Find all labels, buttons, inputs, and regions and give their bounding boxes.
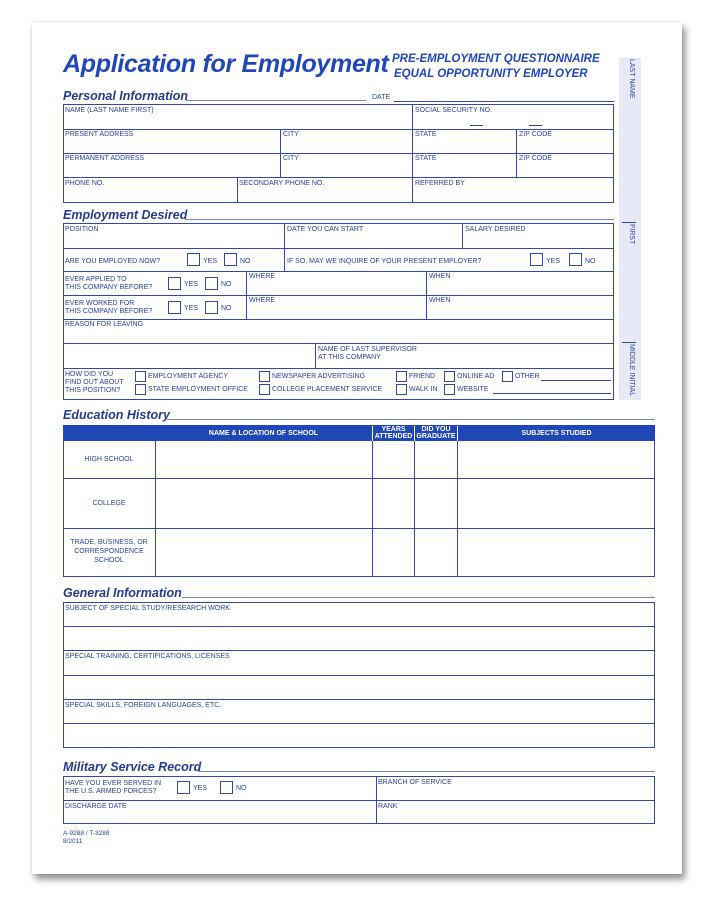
served-no-checkbox[interactable]: [220, 781, 233, 794]
college-name-cell[interactable]: [156, 479, 372, 528]
col-divider: [412, 104, 413, 203]
col-divider: [376, 776, 377, 824]
edu-col-graduate: [415, 425, 457, 441]
row-divider: [63, 248, 614, 249]
supervisor-label-1: NAME OF LAST SUPERVISOR: [318, 346, 417, 353]
heading-rule: [198, 771, 655, 772]
present-state-field[interactable]: STATE: [415, 131, 437, 138]
referred-by-field[interactable]: REFERRED BY: [415, 180, 465, 187]
worked-yes-checkbox[interactable]: [168, 301, 181, 314]
phone-field[interactable]: PHONE NO.: [65, 180, 105, 187]
row-divider: [63, 271, 614, 272]
col-divider: [372, 441, 373, 577]
permanent-city-field[interactable]: CITY: [283, 155, 299, 162]
row-divider: [63, 800, 655, 801]
employed-no-label: NO: [240, 258, 251, 265]
special-skills-field[interactable]: SPECIAL SKILLS, FOREIGN LANGUAGES, ETC.: [65, 702, 222, 709]
position-field[interactable]: POSITION: [65, 226, 99, 233]
row-divider: [63, 723, 655, 724]
start-date-field[interactable]: DATE YOU CAN START: [287, 226, 364, 233]
served-label-2: THE U.S. ARMED FORCES?: [65, 788, 157, 795]
heading-employment-desired: Employment Desired: [63, 208, 188, 222]
row-divider: [63, 319, 614, 320]
salary-field[interactable]: SALARY DESIRED: [465, 226, 526, 233]
name-field[interactable]: NAME (LAST NAME FIRST): [65, 107, 154, 114]
other-checkbox[interactable]: [502, 371, 513, 382]
row-divider: [63, 295, 614, 296]
trade-school-name-cell[interactable]: [156, 529, 372, 577]
col-divider: [426, 271, 427, 319]
row-divider: [63, 368, 614, 369]
newspaper-checkbox[interactable]: [259, 371, 270, 382]
inquire-yes-label: YES: [546, 258, 561, 265]
edu-col-grad-1: DID YOU: [421, 426, 451, 433]
agency-checkbox[interactable]: [135, 371, 146, 382]
friend-checkbox[interactable]: [396, 371, 407, 382]
col-divider: [462, 223, 463, 248]
worked-no-checkbox[interactable]: [205, 301, 218, 314]
secondary-phone-field[interactable]: SECONDARY PHONE NO.: [239, 180, 325, 187]
edu-header-blank: [63, 425, 155, 441]
row-divider: [63, 129, 614, 130]
supervisor-field[interactable]: [316, 344, 614, 368]
inquire-yes-checkbox[interactable]: [530, 253, 543, 266]
inquire-no-label: NO: [585, 258, 596, 265]
side-label-last-name: LAST NAME: [628, 59, 635, 99]
heading-rule: [167, 419, 655, 420]
permanent-state-field[interactable]: STATE: [415, 155, 437, 162]
employed-no-checkbox[interactable]: [224, 253, 237, 266]
walk-in-label: WALK IN: [409, 386, 438, 393]
worked-where-field[interactable]: WHERE: [249, 297, 276, 304]
edu-row-trade-1: TRADE, BUSINESS, OR: [70, 539, 148, 546]
edu-row-high-school: HIGH SCHOOL: [84, 456, 134, 463]
col-divider: [280, 129, 281, 177]
edu-row-trade-2: CORRESPONDENCE: [74, 548, 144, 555]
served-yes-checkbox[interactable]: [177, 781, 190, 794]
heading-education-history: Education History: [63, 408, 170, 422]
heading-personal-information: Personal Information: [63, 89, 189, 103]
high-school-name-cell[interactable]: [156, 442, 372, 478]
date-line[interactable]: [394, 101, 614, 102]
row-divider: [63, 626, 655, 627]
col-divider: [246, 271, 247, 319]
served-label-1: HAVE YOU EVER SERVED IN: [65, 780, 162, 787]
how-label-2: FIND OUT ABOUT: [65, 379, 124, 386]
served-no-label: NO: [236, 785, 247, 792]
applied-where-field[interactable]: WHERE: [249, 273, 276, 280]
col-divider: [457, 441, 458, 577]
website-line[interactable]: [493, 393, 611, 394]
heading-rule: [182, 597, 655, 598]
side-tick: [622, 222, 636, 223]
row-divider: [63, 699, 655, 700]
present-zip-field[interactable]: ZIP CODE: [519, 131, 552, 138]
row-divider: [63, 650, 655, 651]
agency-label: EMPLOYMENT AGENCY: [148, 373, 229, 380]
website-checkbox[interactable]: [444, 384, 455, 395]
reason-for-leaving-field[interactable]: REASON FOR LEAVING: [65, 321, 144, 328]
rank-field[interactable]: RANK: [378, 803, 398, 810]
ssn-dash: [529, 125, 542, 126]
heading-rule: [186, 100, 366, 101]
online-ad-checkbox[interactable]: [444, 371, 455, 382]
friend-label: FRIEND: [409, 373, 436, 380]
inquire-no-checkbox[interactable]: [569, 253, 582, 266]
permanent-zip-field[interactable]: ZIP CODE: [519, 155, 552, 162]
subtitle-questionnaire: PRE-EMPLOYMENT QUESTIONNAIRE: [392, 53, 600, 65]
edu-col-grad-2: GRADUATE: [416, 433, 456, 440]
heading-rule: [185, 219, 614, 220]
ssn-field[interactable]: SOCIAL SECURITY NO.: [415, 107, 493, 114]
employed-yes-label: YES: [203, 258, 218, 265]
side-tick: [622, 342, 636, 343]
other-line[interactable]: [541, 380, 611, 381]
state-office-label: STATE EMPLOYMENT OFFICE: [148, 386, 248, 393]
how-label-3: THIS POSITION?: [65, 387, 121, 394]
row-divider: [63, 153, 614, 154]
applied-label-2: THIS COMPANY BEFORE?: [65, 284, 153, 291]
edu-col-subjects: SUBJECTS STUDIED: [458, 425, 655, 441]
special-study-field[interactable]: SUBJECT OF SPECIAL STUDY/RESEARCH WORK: [65, 605, 230, 612]
college-service-label: COLLEGE PLACEMENT SERVICE: [272, 386, 383, 393]
applied-no-label: NO: [221, 281, 232, 288]
inquire-label: IF SO, MAY WE INQUIRE OF YOUR PRESENT EMPLOYER?: [287, 258, 482, 265]
heading-military-service: Military Service Record: [63, 760, 202, 774]
present-city-field[interactable]: CITY: [283, 131, 299, 138]
ssn-dash: [470, 125, 483, 126]
worked-no-label: NO: [221, 305, 232, 312]
row-divider: [63, 177, 614, 178]
heading-general-information: General Information: [63, 586, 182, 600]
worked-when-field[interactable]: WHEN: [429, 297, 451, 304]
state-office-checkbox[interactable]: [135, 384, 146, 395]
col-divider: [284, 223, 285, 271]
edu-col-years-2: ATTENDED: [374, 433, 413, 440]
edu-row-college: COLLEGE: [92, 500, 126, 507]
other-label: OTHER: [515, 373, 540, 380]
row-divider: [63, 675, 655, 676]
application-form: [32, 22, 682, 874]
special-training-field[interactable]: SPECIAL TRAINING, CERTIFICATIONS, LICENSES: [65, 653, 230, 660]
present-address-field[interactable]: PRESENT ADDRESS: [65, 131, 134, 138]
edu-col-name: NAME & LOCATION OF SCHOOL: [155, 425, 372, 441]
worked-label-2: THIS COMPANY BEFORE?: [65, 308, 153, 315]
date-label: DATE: [372, 94, 391, 101]
worked-yes-label: YES: [184, 305, 199, 312]
subtitle-eoe: EQUAL OPPORTUNITY EMPLOYER: [394, 68, 588, 80]
col-divider: [237, 177, 238, 203]
worked-label-1: EVER WORKED FOR: [65, 300, 135, 307]
permanent-address-field[interactable]: PERMANENT ADDRESS: [65, 155, 145, 162]
walk-in-checkbox[interactable]: [396, 384, 407, 395]
applied-yes-checkbox[interactable]: [168, 277, 181, 290]
newspaper-label: NEWSPAPER ADVERTISING: [272, 373, 366, 380]
edu-col-years-1: YEARS: [381, 426, 406, 433]
how-label-1: HOW DID YOU: [65, 371, 114, 378]
college-service-checkbox[interactable]: [259, 384, 270, 395]
applied-no-checkbox[interactable]: [205, 277, 218, 290]
edu-row-trade-3: SCHOOL: [94, 557, 124, 564]
employed-now-label: ARE YOU EMPLOYED NOW?: [65, 258, 161, 265]
applied-when-field[interactable]: WHEN: [429, 273, 451, 280]
side-label-first: FIRST: [628, 224, 635, 245]
applied-yes-label: YES: [184, 281, 199, 288]
col-divider: [516, 129, 517, 177]
form-title: Application for Employment: [63, 50, 389, 78]
branch-field[interactable]: BRANCH OF SERVICE: [378, 779, 452, 786]
served-yes-label: YES: [193, 785, 208, 792]
col-divider: [414, 441, 415, 577]
applied-label-1: EVER APPLIED TO: [65, 276, 127, 283]
edu-col-years: [373, 425, 414, 441]
form-code: A-9288 / T-3288: [63, 830, 110, 837]
employed-yes-checkbox[interactable]: [187, 253, 200, 266]
side-label-middle-initial: MIDDLE INITIAL: [628, 344, 635, 397]
website-label: WEBSITE: [457, 386, 489, 393]
supervisor-label-2: AT THIS COMPANY: [318, 354, 381, 361]
discharge-date-field[interactable]: DISCHARGE DATE: [65, 803, 127, 810]
form-date: 8/2011: [63, 838, 83, 845]
online-ad-label: ONLINE AD: [457, 373, 495, 380]
